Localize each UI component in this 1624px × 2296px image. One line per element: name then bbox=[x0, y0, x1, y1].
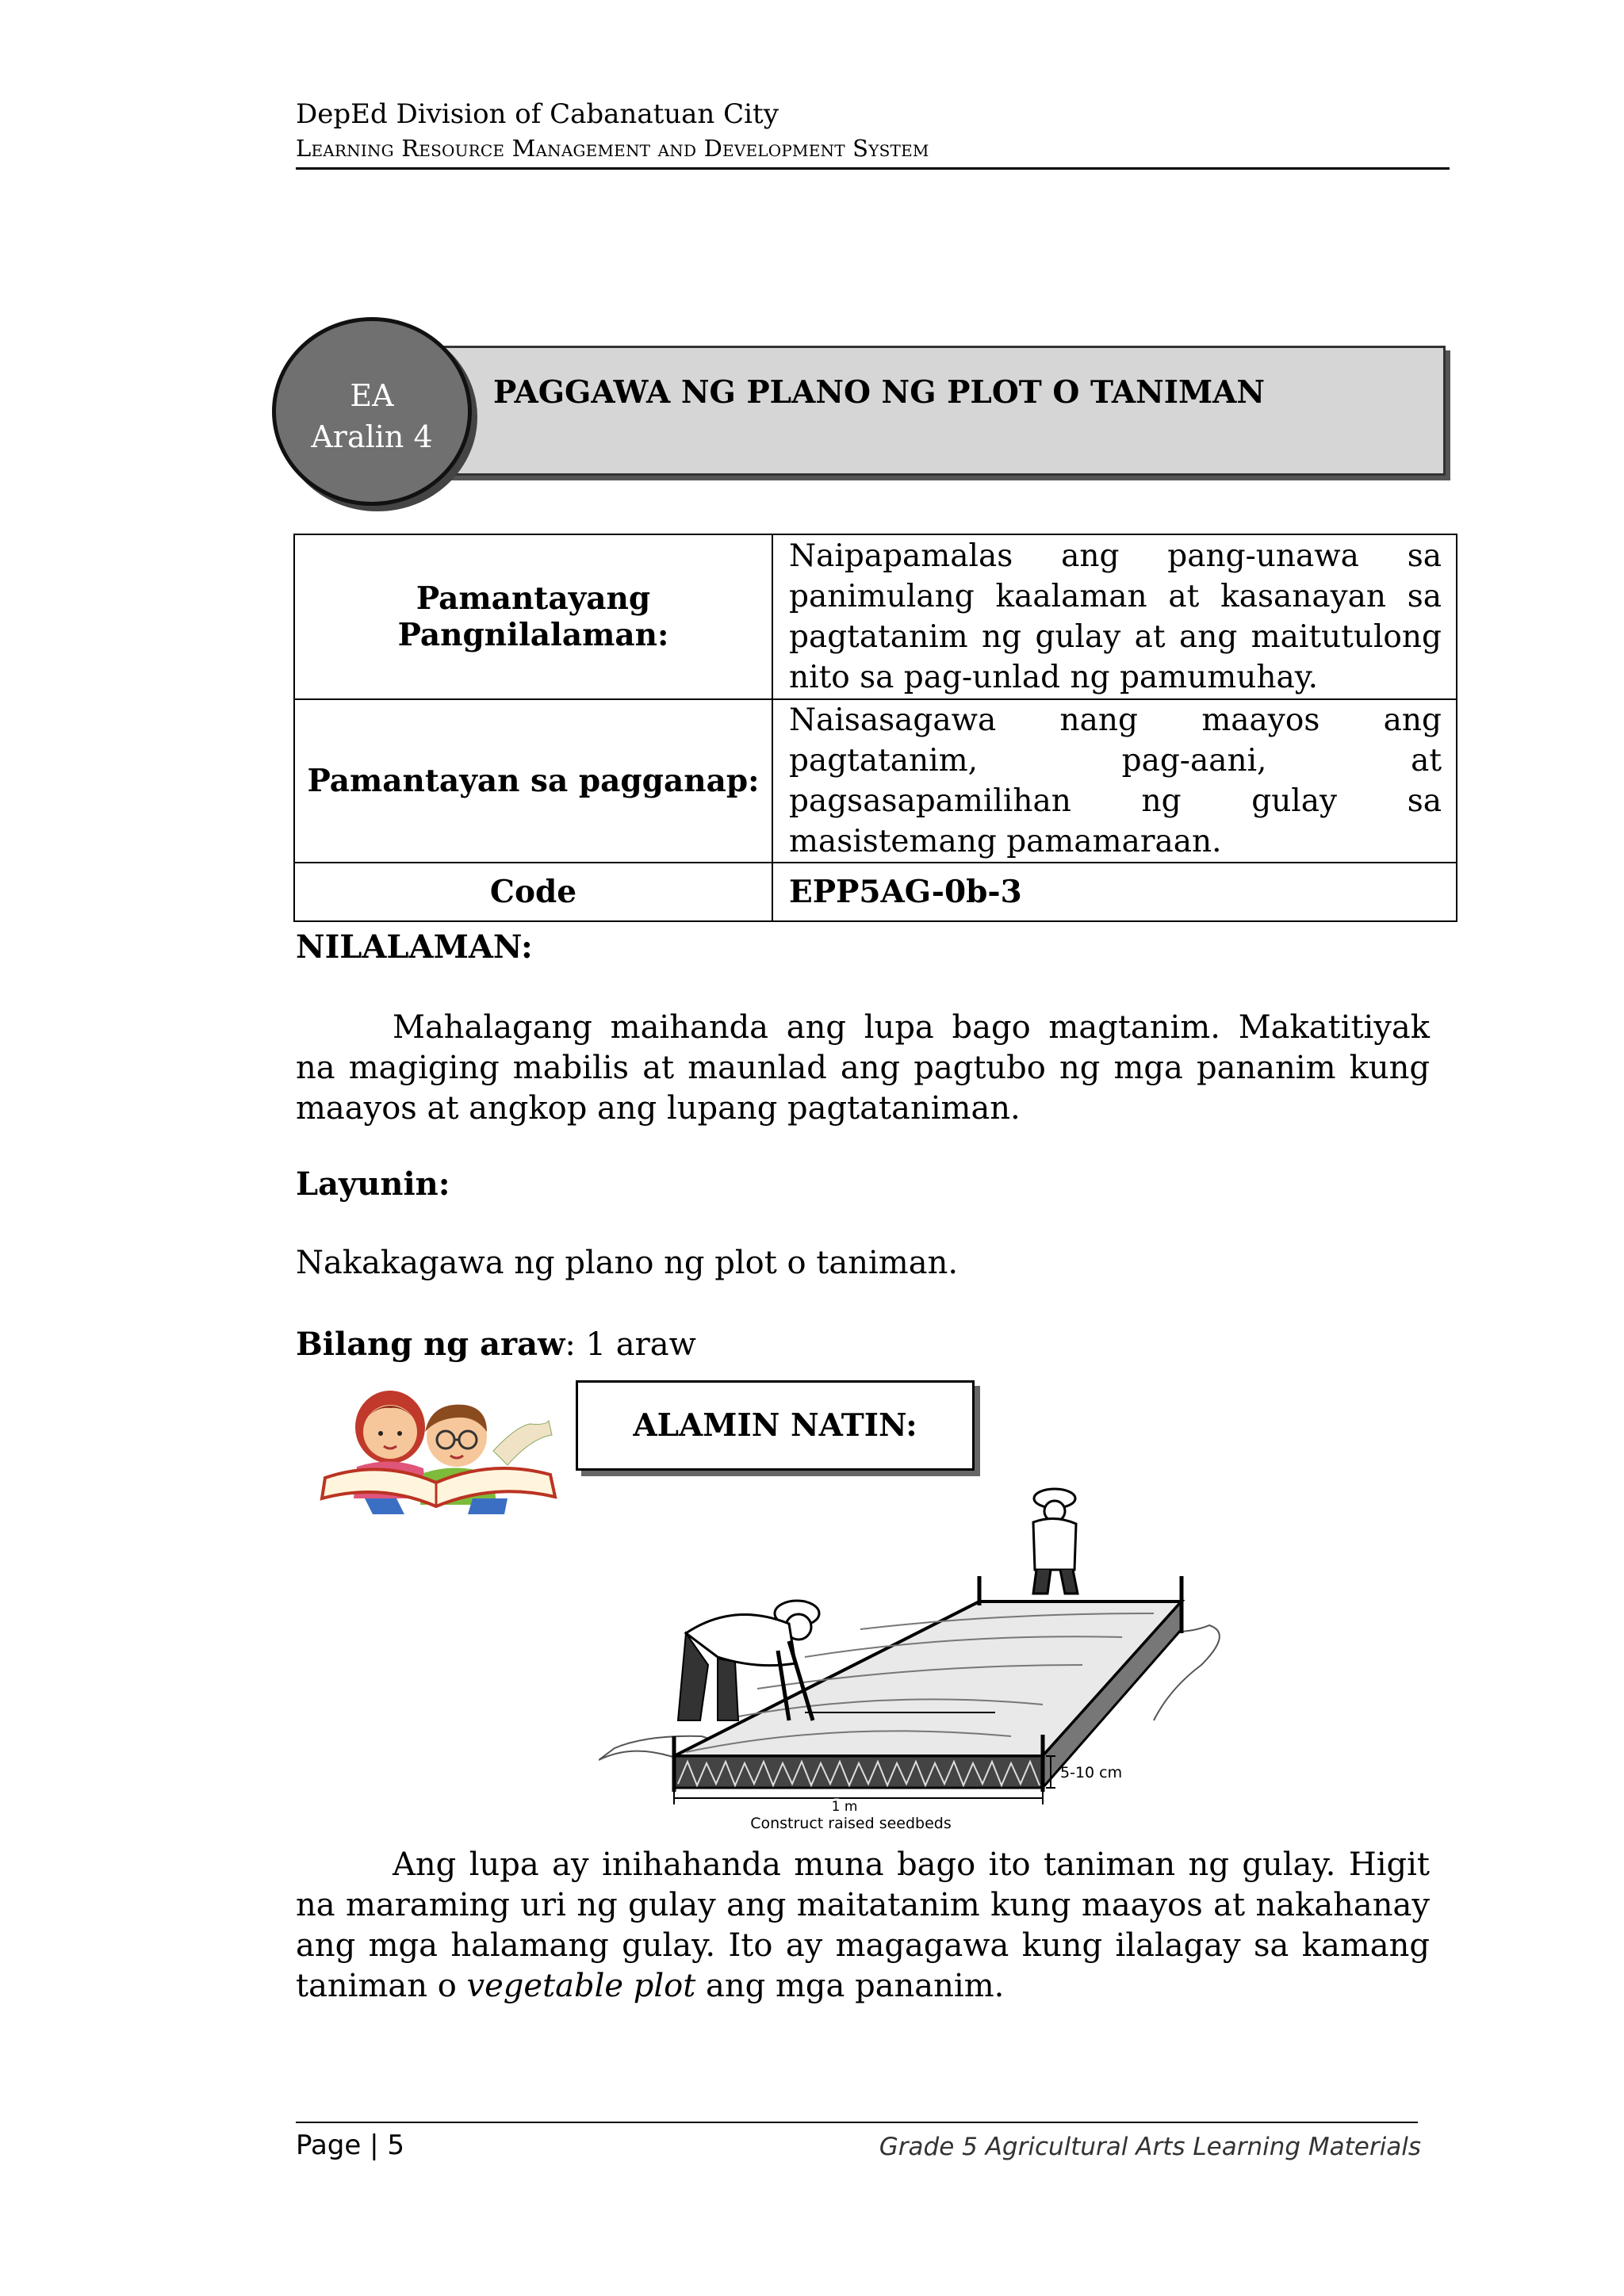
body-paragraph bbox=[296, 1845, 1430, 2007]
footer-course-title: Grade 5 Agricultural Arts Learning Materials bbox=[879, 2133, 1421, 2161]
performance-standard-label: Pamantayan sa pagganap: bbox=[294, 699, 772, 863]
performance-standard-value: Naisasagawa nang maayos ang pagtatanim, pag-aani, at pagsasapamilihan ng gulay sa masistemang pamamaraan. bbox=[772, 699, 1457, 863]
header-system: Learning Resource Management and Development System bbox=[296, 135, 929, 162]
footer-rule bbox=[296, 2122, 1418, 2123]
standards-table bbox=[293, 534, 1457, 922]
bilang-label: Bilang ng araw bbox=[296, 1326, 565, 1363]
header-division: DepEd Division of Cabanatuan City bbox=[296, 98, 779, 130]
seedbed-width-label: 1 m bbox=[831, 1799, 858, 1815]
paragraph-end: ang mga pananim. bbox=[695, 1968, 1005, 2004]
seedbed-height-label: 5-10 cm bbox=[1060, 1764, 1123, 1781]
table-row bbox=[294, 534, 1457, 699]
lesson-badge bbox=[272, 317, 472, 506]
bilang-value: : 1 araw bbox=[565, 1326, 696, 1363]
lesson-title-banner bbox=[424, 346, 1446, 476]
badge-subject: EA bbox=[350, 378, 394, 413]
content-standard-label: Pamantayang Pangnilalaman: bbox=[294, 534, 772, 699]
children-reading-illustration bbox=[317, 1380, 563, 1514]
code-label: Code bbox=[294, 863, 772, 921]
code-value: EPP5AG-0b-3 bbox=[772, 863, 1457, 921]
intro-paragraph: Mahalagang maihanda ang lupa bago magtanim. Makatitiyak na magiging mabilis at maunlad ang pagtubo ng mga pananim kung maayos at angkop ang lupang pagtataniman. bbox=[296, 1009, 1430, 1127]
seedbed-caption: Construct raised seedbeds bbox=[750, 1815, 952, 1831]
header-rule bbox=[296, 167, 1450, 170]
layunin-text: Nakakagawa ng plano ng plot o taniman. bbox=[296, 1245, 959, 1281]
paragraph-text: Ang lupa ay inihahanda muna bago ito taniman ng gulay. Higit na maraming uri ng gulay ang maitatanim kung maayos at nakahanay ang mga halamang gulay. Ito ay magagawa kung ilalagay sa kamang taniman o bbox=[296, 1846, 1430, 2004]
table-row bbox=[294, 699, 1457, 863]
badge-lesson-number: Aralin 4 bbox=[311, 419, 433, 454]
page-number: Page | 5 bbox=[296, 2130, 405, 2161]
layunin-heading: Layunin: bbox=[296, 1165, 450, 1203]
content-standard-value: Naipapamalas ang pang-unawa sa panimulang kaalaman at kasanayan sa pagtatanim ng gulay at ang maitutulong nito sa pag-unlad ng pamumuhay. bbox=[772, 534, 1457, 699]
lesson-title: PAGGAWA NG PLANO NG PLOT O TANIMAN bbox=[493, 374, 1266, 411]
nilalaman-heading: NILALAMAN: bbox=[296, 928, 533, 966]
raised-seedbed-illustration bbox=[599, 1483, 1249, 1831]
bilang-ng-araw bbox=[296, 1326, 696, 1363]
alamin-natin-box: ALAMIN NATIN: bbox=[576, 1380, 975, 1471]
paragraph-italic-term: vegetable plot bbox=[466, 1968, 696, 2004]
table-row bbox=[294, 863, 1457, 921]
